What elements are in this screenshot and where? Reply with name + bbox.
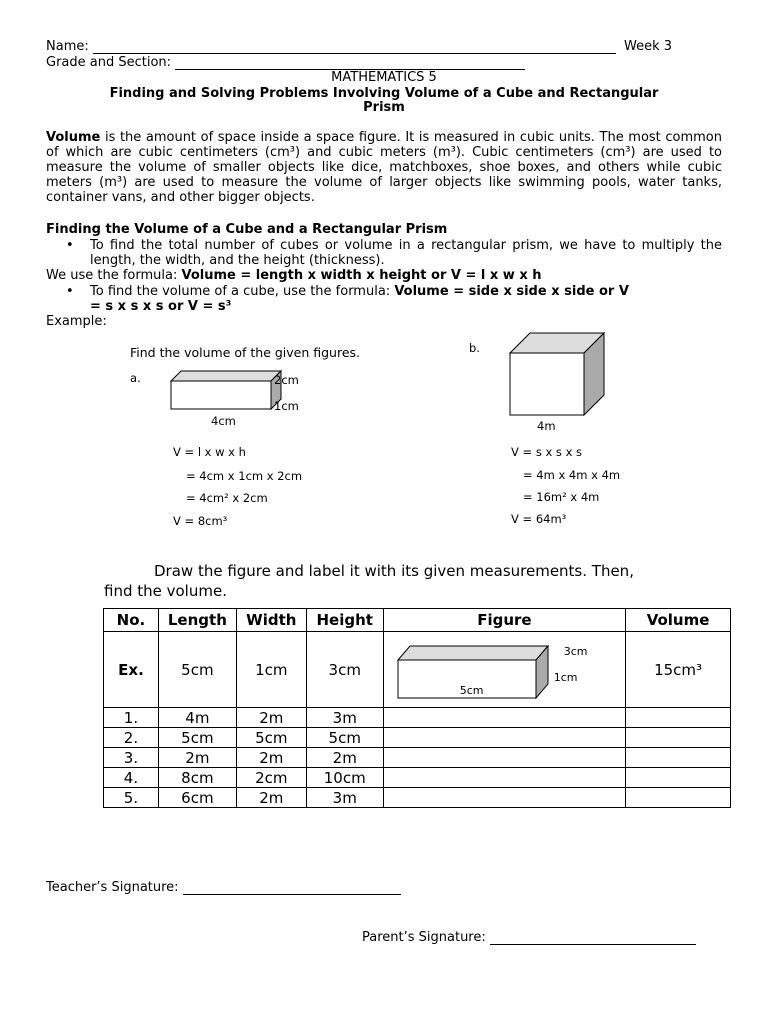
parent-signature-row <box>362 930 696 945</box>
grade-field[interactable] <box>175 56 525 70</box>
title-line-1: Finding and Solving Problems Involving Volume of a Cube and Rectangular <box>109 86 659 101</box>
cube-formula-a: Volume = side x side x side or V <box>394 284 629 299</box>
parent-signature-label: Parent’s Signature: <box>362 930 486 945</box>
row-volume-cell[interactable] <box>626 788 731 808</box>
cube-front-face <box>510 353 584 415</box>
example-a-label: a. <box>130 371 141 385</box>
row-volume-cell[interactable] <box>626 728 731 748</box>
row-figure-cell[interactable] <box>383 708 625 728</box>
teacher-signature-field[interactable] <box>183 881 401 895</box>
row-volume-cell[interactable] <box>626 748 731 768</box>
section-heading: Finding the Volume of a Cube and a Rectangular Prism <box>46 222 448 237</box>
example-b-label: b. <box>469 341 480 355</box>
row-figure-cell[interactable] <box>383 788 625 808</box>
formula: Volume = length x width x height or V = l x w x h <box>181 268 542 283</box>
row-width: 2m <box>236 708 306 728</box>
col-length: Length <box>158 609 236 632</box>
ex-length: 5cm <box>158 632 236 708</box>
row-height: 5cm <box>306 728 383 748</box>
bullet-dot-1: • <box>66 238 74 253</box>
activity-instruction-2: find the volume. <box>104 582 227 600</box>
bullet-2-lead: To find the volume of a cube, use the formula: <box>90 284 395 299</box>
row-no: 1. <box>104 708 159 728</box>
title-line-2: Prism <box>363 100 405 115</box>
row-height: 2m <box>306 748 383 768</box>
row-no: 2. <box>104 728 159 748</box>
b-step-4: V = 64m³ <box>511 512 567 526</box>
table-row <box>104 788 731 808</box>
ex-width: 1cm <box>236 632 306 708</box>
b-side-label: 4m <box>537 419 556 433</box>
row-height: 10cm <box>306 768 383 788</box>
example-label: Example: <box>46 314 107 329</box>
activity-instruction-1: Draw the figure and label it with its given measurements. Then, <box>154 562 634 580</box>
bullet-1: To find the total number of cubes or volume in a rectangular prism, we have to multiply the length, the width, and the height (thickness). <box>90 238 722 268</box>
rect-prism-figure <box>165 365 285 415</box>
table-row <box>104 768 731 788</box>
example-instruction: Find the volume of the given figures. <box>130 345 361 360</box>
name-label: Name: <box>46 39 89 54</box>
a-length-label: 4cm <box>211 414 236 428</box>
grade-label: Grade and Section: <box>46 55 172 70</box>
formula-row <box>46 268 542 283</box>
row-length: 2m <box>158 748 236 768</box>
cube-figure <box>506 329 606 419</box>
a-step-3: = 4cm² x 2cm <box>186 491 268 505</box>
parent-signature-field[interactable] <box>490 931 696 945</box>
prism-front-face <box>171 381 271 409</box>
row-length: 6cm <box>158 788 236 808</box>
col-width: Width <box>236 609 306 632</box>
table-row <box>104 748 731 768</box>
b-step-3: = 16m² x 4m <box>523 490 600 504</box>
intro-paragraph <box>46 130 722 205</box>
ex-height: 3cm <box>306 632 383 708</box>
name-field[interactable] <box>93 40 616 54</box>
ex-prism-top <box>398 646 548 660</box>
row-no: 3. <box>104 748 159 768</box>
row-width: 2m <box>236 748 306 768</box>
bullet-dot-2: • <box>66 284 74 299</box>
grade-row <box>46 55 525 70</box>
bullet-2 <box>90 284 629 299</box>
row-width: 2m <box>236 788 306 808</box>
a-step-2: = 4cm x 1cm x 2cm <box>186 469 303 483</box>
teacher-signature-label: Teacher’s Signature: <box>46 880 179 895</box>
activity-table <box>103 608 731 808</box>
row-volume-cell[interactable] <box>626 768 731 788</box>
row-figure-cell[interactable] <box>383 748 625 768</box>
row-width: 5cm <box>236 728 306 748</box>
b-step-2: = 4m x 4m x 4m <box>523 468 621 482</box>
row-length: 4m <box>158 708 236 728</box>
row-no: 4. <box>104 768 159 788</box>
b-step-1: V = s x s x s <box>511 445 583 459</box>
table-row-example <box>104 632 731 708</box>
row-height: 3m <box>306 788 383 808</box>
ex-no: Ex. <box>104 632 159 708</box>
ex-figure <box>383 632 625 708</box>
ex-fig-length: 5cm <box>459 684 484 697</box>
row-height: 3m <box>306 708 383 728</box>
week-label: Week 3 <box>624 39 673 54</box>
row-length: 5cm <box>158 728 236 748</box>
a-width-label: 1cm <box>274 399 299 413</box>
a-step-1: V = l x w x h <box>173 445 246 459</box>
col-figure: Figure <box>383 609 625 632</box>
col-volume: Volume <box>626 609 731 632</box>
row-volume-cell[interactable] <box>626 708 731 728</box>
row-figure-cell[interactable] <box>383 768 625 788</box>
ex-fig-height: 3cm <box>563 645 588 658</box>
cube-formula-b: = s x s x s or V = s³ <box>90 299 232 314</box>
table-row <box>104 708 731 728</box>
a-height-label: 2cm <box>274 373 299 387</box>
col-no: No. <box>104 609 159 632</box>
intro-text: is the amount of space inside a space figure. It is measured in cubic units. The most common of which are cubic centimeters (cm³) and cubic meters (m³). Cubic centimeters (cm³) are used to measure the volume of smaller objects like dice, matchboxes, shoe boxes, and others while cubic meters (m³) are used to measure the volume of larger objects like swimming pools, water tanks, container vans, and other bigger objects. <box>46 130 722 205</box>
row-width: 2cm <box>236 768 306 788</box>
teacher-signature-row <box>46 880 401 895</box>
row-figure-cell[interactable] <box>383 728 625 748</box>
table-header-row <box>104 609 731 632</box>
ex-volume: 15cm³ <box>626 632 731 708</box>
volume-term: Volume <box>46 130 101 145</box>
prism-top-face <box>171 371 281 381</box>
a-step-4: V = 8cm³ <box>173 514 228 528</box>
name-row <box>46 39 672 54</box>
row-no: 5. <box>104 788 159 808</box>
formula-lead: We use the formula: <box>46 268 182 283</box>
row-length: 8cm <box>158 768 236 788</box>
ex-fig-width: 1cm <box>553 671 578 684</box>
subject: MATHEMATICS 5 <box>331 70 437 85</box>
col-height: Height <box>306 609 383 632</box>
table-row <box>104 728 731 748</box>
